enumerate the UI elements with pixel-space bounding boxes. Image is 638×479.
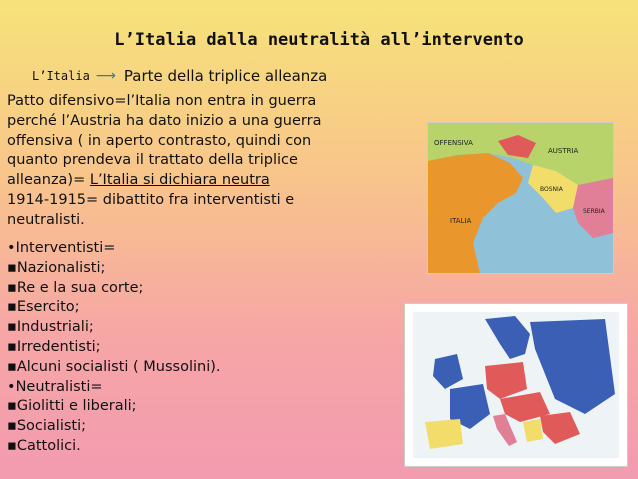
list-item [7, 338, 367, 358]
subtitle-row [32, 67, 327, 85]
bullet-list [7, 239, 367, 457]
list-item-text: Giolitti e liberali; [16, 398, 137, 415]
list-item [7, 437, 367, 457]
square-bullet-icon: ▪ [7, 338, 17, 355]
list-item [7, 279, 367, 299]
square-bullet-icon: ▪ [7, 299, 17, 316]
bullet-marker: • [7, 378, 16, 395]
paragraph-line [7, 171, 375, 191]
list-item [7, 397, 367, 417]
list-item [7, 318, 367, 338]
subtitle-right: Parte della triplice alleanza [123, 67, 328, 85]
neutrality-declaration: L’Italia si dichiara neutra [89, 172, 270, 189]
italian-front-map-graphic [428, 123, 613, 273]
list-item-text: Interventisti= [15, 240, 116, 256]
paragraph-line: perché l’Austria ha dato inizio a una guerra [7, 112, 322, 129]
iberia-region [425, 419, 463, 449]
square-bullet-icon: ▪ [7, 279, 17, 296]
europe-alliances-map [404, 303, 628, 467]
square-bullet-icon: ▪ [7, 259, 17, 276]
map-label-austria: AUSTRIA [548, 147, 579, 155]
paragraph-line: quanto prendeva il trattato della triplice [7, 152, 298, 169]
list-item-text: Irredentisti; [16, 338, 101, 355]
paragraph-line: 1914-1915= dibattito fra interventisti e [7, 191, 295, 208]
list-item-text: Re e la sua corte; [16, 279, 144, 296]
paragraph-line: offensiva ( in aperto contrasto, quindi con [7, 132, 312, 149]
map-label-bosnia: BOSNIA [540, 186, 563, 193]
italian-front-map [427, 122, 614, 274]
list-item [7, 417, 367, 437]
list-item [7, 358, 367, 378]
list-item-text: Esercito; [16, 299, 80, 316]
paragraph-line: Patto difensivo=l’Italia non entra in guerra [7, 93, 317, 109]
list-item [7, 259, 367, 279]
bullet-marker: • [7, 240, 16, 256]
square-bullet-icon: ▪ [7, 319, 17, 336]
list-item-text: Industriali; [16, 319, 94, 336]
square-bullet-icon: ▪ [7, 398, 17, 415]
europe-alliances-map-graphic [405, 304, 627, 466]
map-label-serbia: SERBIA [583, 208, 605, 215]
paragraph [7, 92, 375, 231]
list-item-text: Alcuni socialisti ( Mussolini). [16, 358, 221, 375]
list-item [7, 239, 367, 259]
map-label-italia: ITALIA [450, 217, 472, 225]
list-item-text: Neutralisti= [15, 378, 103, 395]
square-bullet-icon: ▪ [7, 358, 17, 375]
list-item-text: Cattolici. [16, 437, 81, 454]
list-item [7, 378, 367, 398]
list-item [7, 298, 367, 318]
paragraph-line-prefix: alleanza)= [7, 172, 90, 189]
slide-title: L’Italia dalla neutralità all’intervento [114, 30, 524, 50]
right-arrow-icon: ⟶ [95, 68, 116, 84]
square-bullet-icon: ▪ [7, 418, 17, 435]
paragraph-line: neutralisti. [7, 211, 85, 228]
list-item-text: Socialisti; [16, 418, 87, 435]
map-label-offensiva: OFFENSIVA [434, 139, 473, 147]
square-bullet-icon: ▪ [7, 437, 17, 454]
subtitle-left: L’Italia [32, 69, 90, 83]
list-item-text: Nazionalisti; [16, 259, 106, 276]
